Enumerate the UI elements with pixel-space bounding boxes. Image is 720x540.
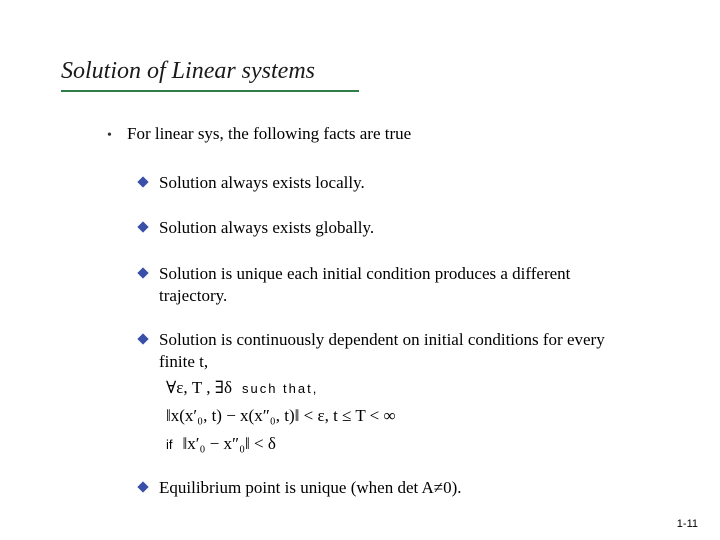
main-bullet-text: For linear sys, the following facts are true	[127, 124, 412, 143]
list-item-text: Solution always exists globally.	[159, 218, 375, 237]
slide-title: Solution of Linear systems	[61, 58, 316, 84]
diamond-bullet-icon	[137, 481, 148, 492]
list-item-text: Solution is continuously dependent on initial conditions for every finite t,	[159, 330, 605, 371]
formula-if: if	[166, 437, 173, 452]
list-item-text: Solution always exists locally.	[159, 173, 365, 192]
formula-line-3	[166, 434, 276, 454]
formula-quantifiers: ∀ε, T , ∃δ	[166, 378, 232, 397]
diamond-bullet-icon	[137, 221, 148, 232]
list-item-text: Equilibrium point is unique (when det A≠0).	[159, 478, 462, 497]
list-item-text: Solution is unique each initial condition produces a different trajectory.	[159, 264, 571, 305]
title-underline	[61, 90, 359, 92]
formula-line-1	[166, 378, 318, 398]
diamond-bullet-icon	[137, 176, 148, 187]
formula-line-2: ‖x(x′₀, t) − x(x″₀, t)‖ < ε, t ≤ T < ∞	[166, 406, 396, 425]
diamond-bullet-icon	[137, 333, 148, 344]
page-number: 1-11	[676, 518, 698, 530]
formula-condition: ‖x′₀ − x″₀‖ < δ	[182, 434, 276, 453]
formula-such-that: such that,	[241, 381, 319, 396]
bullet-dot-icon: •	[107, 128, 112, 143]
main-bullet	[107, 124, 411, 144]
diamond-bullet-icon	[137, 267, 148, 278]
continuity-formula	[164, 378, 424, 462]
